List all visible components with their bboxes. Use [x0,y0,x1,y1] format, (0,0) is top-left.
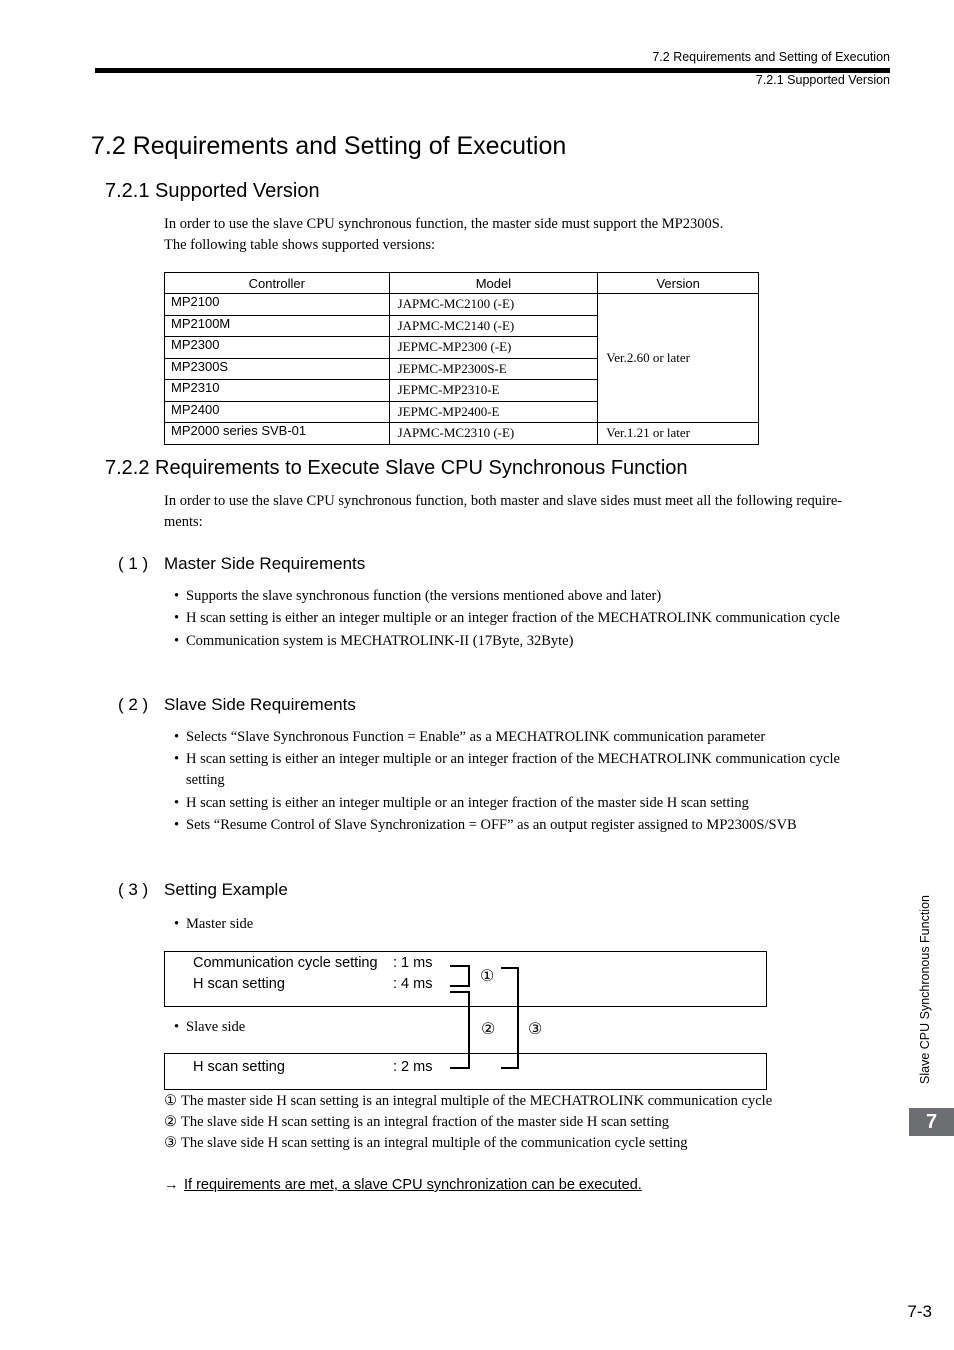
intro-paragraph-line1: In order to use the slave CPU synchronous function, the master side must support the MP2300S. [164,216,724,232]
bracket-line [450,1067,470,1069]
subheading-example-number: ( 3 ) [118,880,149,899]
table-row [165,423,759,445]
master-hscan-label: H scan setting [193,976,285,992]
column-header-model: Model [389,273,598,294]
subheading-master-number: ( 1 ) [118,554,149,573]
bullet-mark: • [174,610,180,626]
list-item: Communication system is MECHATROLINK-II (17Byte, 32Byte) [186,633,574,649]
running-header-subsection: 7.2.1 Supported Version [755,73,890,87]
list-item: H scan setting is either an integer multiple or an integer fraction of the master side H scan setting [186,795,749,811]
controller-cell: MP2310 [165,380,390,402]
bracket-line [501,1067,519,1069]
list-item: Sets “Resume Control of Slave Synchronization = OFF” as an output register assigned to MP2300S/SVB [186,817,797,833]
chapter-side-label: Slave CPU Synchronous Function [918,895,932,1084]
page-title: 7.2 Requirements and Setting of Execution [91,132,567,160]
marker-1: ① [480,968,495,985]
section-heading-supported-version: 7.2.1 Supported Version [105,180,320,202]
version-cell-last: Ver.1.21 or later [598,423,759,445]
note-3: The slave side H scan setting is an integral multiple of the communication cycle setting [181,1135,688,1151]
controller-cell: MP2300S [165,358,390,380]
subheading-master-side: Master Side Requirements [164,554,366,573]
list-item: Selects “Slave Synchronous Function = Enable” as a MECHATROLINK communication parameter [186,729,766,745]
controller-cell: MP2400 [165,401,390,423]
marker-3: ③ [528,1021,543,1038]
bracket-line [450,985,470,987]
model-cell: JEPMC-MP2400-E [389,401,598,423]
note-2: The slave side H scan setting is an integral fraction of the master side H scan setting [181,1114,670,1130]
bullet-mark: • [174,588,180,604]
requirements-paragraph-line2: ments: [164,514,203,530]
master-side-label: Master side [186,916,254,932]
controller-cell: MP2100M [165,315,390,337]
model-cell: JAPMC-MC2140 (-E) [389,315,598,337]
model-cell: JAPMC-MC2310 (-E) [389,423,598,445]
conclusion-link[interactable]: If requirements are met, a slave CPU synchronization can be executed. [184,1177,642,1193]
model-cell: JEPMC-MP2300 (-E) [389,337,598,359]
arrow-icon: → [164,1177,179,1193]
bracket-line [450,965,470,967]
master-hscan-value: : 4 ms [393,976,433,992]
subheading-slave-side: Slave Side Requirements [164,695,356,714]
list-item: H scan setting is either an integer multiple or an integer fraction of the MECHATROLINK communication cycle [186,751,840,767]
slave-hscan-label: H scan setting [193,1059,285,1075]
subheading-slave-number: ( 2 ) [118,695,149,714]
note-marker-1: ① [164,1093,177,1109]
supported-versions-table [164,272,759,445]
note-marker-2: ② [164,1114,177,1130]
bullet-mark: • [174,729,180,745]
requirements-paragraph-line1: In order to use the slave CPU synchronous function, both master and slave sides must meet all the following require- [164,493,843,509]
slave-hscan-value: : 2 ms [393,1059,433,1075]
page-number: 7-3 [907,1302,932,1321]
list-item: H scan setting is either an integer multiple or an integer fraction of the MECHATROLINK communication cycle [186,610,840,626]
chapter-tab[interactable]: 7 [909,1108,954,1136]
controller-cell: MP2100 [165,294,390,316]
header-rule [95,68,890,73]
model-cell: JEPMC-MP2310-E [389,380,598,402]
bullet-mark: • [174,1019,180,1035]
column-header-controller: Controller [165,273,390,294]
running-header-section: 7.2 Requirements and Setting of Execution [652,50,890,64]
column-header-version: Version [598,273,759,294]
intro-paragraph-line2: The following table shows supported versions: [164,237,436,253]
note-1: The master side H scan setting is an integral multiple of the MECHATROLINK communication cycle [181,1093,773,1109]
marker-2: ② [481,1021,496,1038]
comm-cycle-label: Communication cycle setting [193,955,378,971]
note-marker-3: ③ [164,1135,177,1151]
bullet-mark: • [174,916,180,932]
bracket-line [450,991,470,993]
subheading-setting-example: Setting Example [164,880,288,899]
list-item-continuation: setting [186,772,225,788]
bracket-line [468,991,470,1069]
bracket-line [468,965,470,987]
model-cell: JAPMC-MC2100 (-E) [389,294,598,316]
section-heading-requirements: 7.2.2 Requirements to Execute Slave CPU Synchronous Function [105,457,688,479]
table-row [165,294,759,316]
controller-cell: MP2300 [165,337,390,359]
comm-cycle-value: : 1 ms [393,955,433,971]
bullet-mark: • [174,817,180,833]
bullet-mark: • [174,633,180,649]
bullet-mark: • [174,751,180,767]
version-cell-group: Ver.2.60 or later [598,294,759,423]
bracket-line [517,967,519,1069]
controller-cell: MP2000 series SVB-01 [165,423,390,445]
slave-side-label: Slave side [186,1019,246,1035]
table-header-row [165,273,759,294]
list-item: Supports the slave synchronous function (the versions mentioned above and later) [186,588,662,604]
bullet-mark: • [174,795,180,811]
model-cell: JEPMC-MP2300S-E [389,358,598,380]
